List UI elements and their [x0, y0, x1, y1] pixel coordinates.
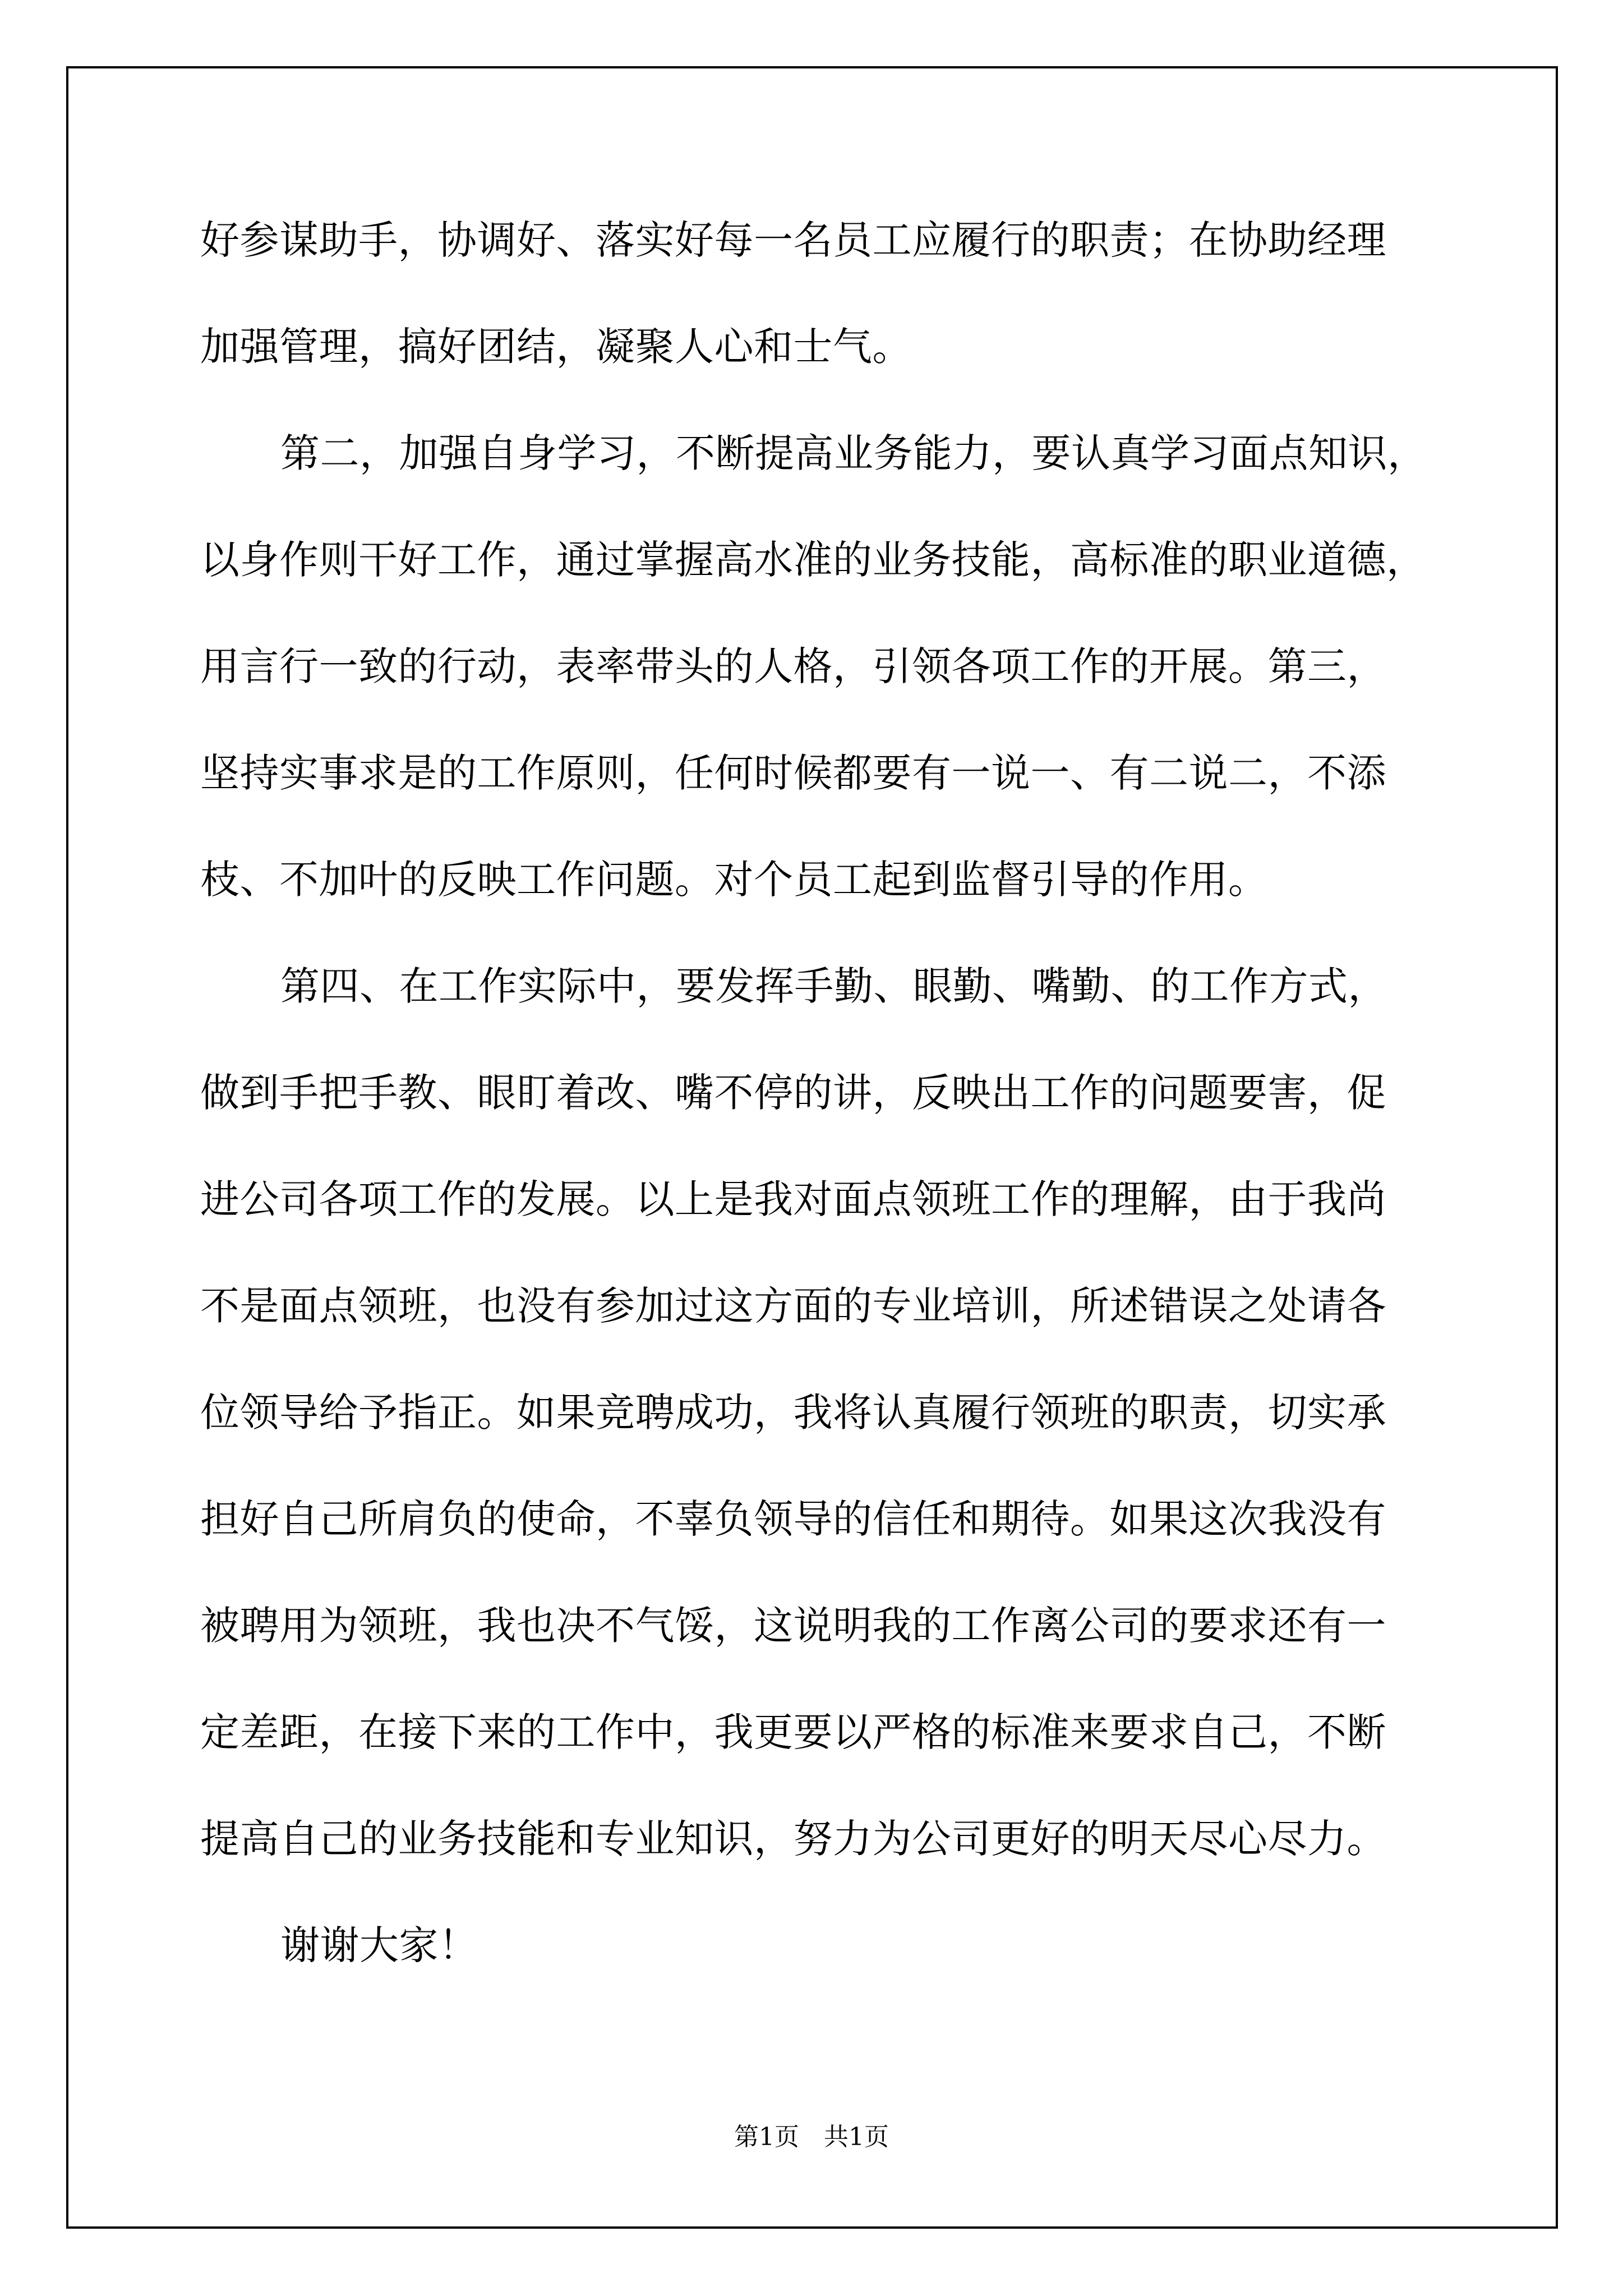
- closing-line: 谢谢大家！: [280, 1922, 478, 1968]
- text-line: 位领导给予指正。如果竞聘成功，我将认真履行领班的职责，切实承: [200, 1389, 1386, 1435]
- paragraph-start-line: 第二，加强自身学习，不断提高业务能力，要认真学习面点知识，: [280, 430, 1427, 476]
- page-number-total: 共1页: [824, 2123, 889, 2151]
- text-line: 坚持实事求是的工作原则，任何时候都要有一说一、有二说二，不添: [200, 750, 1386, 796]
- text-line: 定差距，在接下来的工作中，我更要以严格的标准来要求自己，不断: [200, 1709, 1386, 1755]
- text-line: 进公司各项工作的发展。以上是我对面点领班工作的理解，由于我尚: [200, 1176, 1386, 1222]
- text-line: 被聘用为领班，我也决不气馁，这说明我的工作离公司的要求还有一: [200, 1603, 1386, 1649]
- page-footer: [0, 2120, 1623, 2154]
- text-line: 不是面点领班，也没有参加过这方面的专业培训，所述错误之处请各: [200, 1283, 1386, 1329]
- text-line: 枝、不加叶的反映工作问题。对个员工起到监督引导的作用。: [200, 857, 1268, 903]
- text-line: 以身作则干好工作，通过掌握高水准的业务技能，高标准的职业道德，: [200, 537, 1426, 583]
- page-border: [66, 66, 1558, 2229]
- text-line: 好参谋助手，协调好、落实好每一名员工应履行的职责；在协助经理: [200, 217, 1386, 263]
- text-line: 做到手把手教、眼盯着改、嘴不停的讲，反映出工作的问题要害，促: [200, 1070, 1386, 1116]
- text-line: 加强管理，搞好团结，凝聚人心和士气。: [200, 324, 912, 370]
- text-line: 用言行一致的行动，表率带头的人格，引领各项工作的开展。第三，: [200, 643, 1386, 689]
- page-number-current: 第1页: [734, 2123, 799, 2151]
- paragraph-start-line: 第四、在工作实际中，要发挥手勤、眼勤、嘴勤、的工作方式，: [280, 963, 1387, 1009]
- text-line: 担好自己所肩负的使命，不辜负领导的信任和期待。如果这次我没有: [200, 1496, 1386, 1542]
- text-line: 提高自己的业务技能和专业知识，努力为公司更好的明天尽心尽力。: [200, 1816, 1386, 1862]
